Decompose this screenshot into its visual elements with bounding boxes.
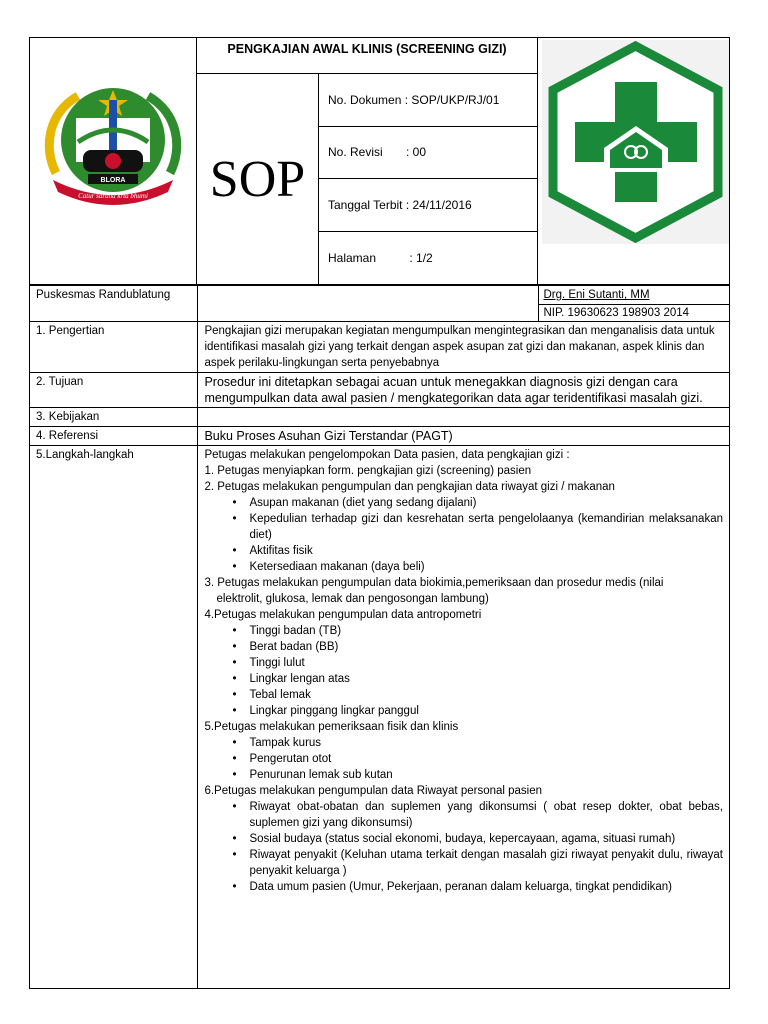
revision-text: No. Revisi : 00 [328,145,427,160]
sop-table [29,285,730,989]
step-4: 4.Petugas melakukan pengumpulan data antropometri [204,609,482,621]
issue-date [319,179,537,232]
list-item: • Pengerutan otot [249,751,723,767]
org-name: Puskesmas Randublatung [30,286,198,322]
section-referensi [30,427,730,446]
list-item: • Tinggi lulut [249,655,723,671]
step-2-list [204,495,723,575]
head-name: Drg. Eni Sutanti, MM [543,289,650,301]
document-title: PENGKAJIAN AWAL KLINIS (SCREENING GIZI) [197,38,537,74]
head-nip: NIP. 19630623 198903 2014 [539,304,729,321]
step-6: 6.Petugas melakukan pengumpulan data Riwayat personal pasien [204,785,543,797]
section-label: 2. Tujuan [30,373,198,408]
right-logo-cell [537,38,729,284]
section-label: 5.Langkah-langkah [30,446,198,989]
list-item: • Penurunan lemak sub kutan [249,767,723,783]
step-3: 3. Petugas melakukan pengumpulan data biokimia,pemeriksaan dan prosedur medis (nilai [204,577,664,589]
document-number [319,74,537,127]
section-text [198,408,730,427]
document-fields [319,74,537,284]
list-item: • Data umum pasien (Umur, Pekerjaan, peranan dalam keluarga, tingkat pendidikan) [249,879,723,895]
section-label: 3. Kebijakan [30,408,198,427]
revision-number [319,127,537,180]
sop-label: SOP [197,74,319,284]
list-item: • Aktifitas fisik [249,543,723,559]
list-item: • Berat badan (BB) [249,639,723,655]
document-number-text: No. Dokumen : SOP/UKP/RJ/01 [328,92,500,107]
list-item: • Ketersediaan makanan (daya beli) [249,559,723,575]
step-2: 2. Petugas melakukan pengumpulan dan pengkajian data riwayat gizi / makanan [204,481,615,493]
list-item: • Riwayat penyakit (Keluhan utama terkait dengan masalah gizi riwayat penyakit dulu, riwayat penyakit keluarga ) [249,847,723,879]
step-3-continued: elektrolit, glukosa, lemak dan pengosongan lambung) [216,593,489,605]
list-item: • Tampak kurus [249,735,723,751]
left-logo-cell [30,38,197,284]
section-label: 1. Pengertian [30,322,198,373]
page-number [319,232,537,285]
section-pengertian [30,322,730,373]
list-item: • Tinggi badan (TB) [249,623,723,639]
step-1: 1. Petugas menyiapkan form. pengkajian gizi (screening) pasien [204,465,532,477]
section-label: 4. Referensi [30,427,198,446]
step-4-list [204,623,723,719]
section-text: Buku Proses Asuhan Gizi Terstandar (PAGT) [198,427,730,446]
section-tujuan [30,373,730,408]
steps-intro: Petugas melakukan pengelompokan Data pasien, data pengkajian gizi : [204,449,570,461]
list-item: • Asupan makanan (diet yang sedang dijalani) [249,495,723,511]
steps-content [198,446,730,989]
section-langkah [30,446,730,989]
svg-text:Catur sarana krta bhumi: Catur sarana krta bhumi [78,192,148,200]
list-item: • Lingkar lengan atas [249,671,723,687]
step-6-list [204,799,723,895]
signatory-cell [539,286,730,322]
step-5: 5.Petugas melakukan pemeriksaan fisik dan klinis [204,721,459,733]
page-number-text: Halaman : 1/2 [328,250,433,265]
list-item: • Kepedulian terhadap gizi dan kesrehatan serta pengelolaanya (kemandirian melaksanakan diet) [249,511,723,543]
section-text: Prosedur ini ditetapkan sebagai acuan untuk menegakkan diagnosis gizi dengan cara mengumpulkan data awal pasien / mengkategorikan data agar teridentifikasi masalah gizi. [198,373,730,408]
puskesmas-logo-icon [542,40,729,244]
list-item: • Tebal lemak [249,687,723,703]
step-5-list [204,735,723,783]
issue-date-text: Tanggal Terbit : 24/11/2016 [328,197,472,212]
org-row [30,286,730,322]
section-kebijakan [30,408,730,427]
list-item: • Sosial budaya (status social ekonomi, budaya, kepercayaan, agama, situasi rumah) [249,831,723,847]
list-item: • Riwayat obat-obatan dan suplemen yang dikonsumsi ( obat resep dokter, obat bebas, suplemen gizi yang dikonsumsi) [249,799,723,831]
blora-emblem-icon [38,78,188,208]
org-empty-cell [198,286,539,322]
sop-header [29,37,730,285]
svg-text:BLORA: BLORA [100,177,126,184]
section-text: Pengkajian gizi merupakan kegiatan mengumpulkan mengintegrasikan dan menganalisis data untuk identifikasi masalah gizi yang terkait dengan aspek asupan zat gizi dan makanan, aspek klinis dan aspek perilaku-lingkungan serta penyebabnya [198,322,730,373]
list-item: • Lingkar pinggang lingkar panggul [249,703,723,719]
